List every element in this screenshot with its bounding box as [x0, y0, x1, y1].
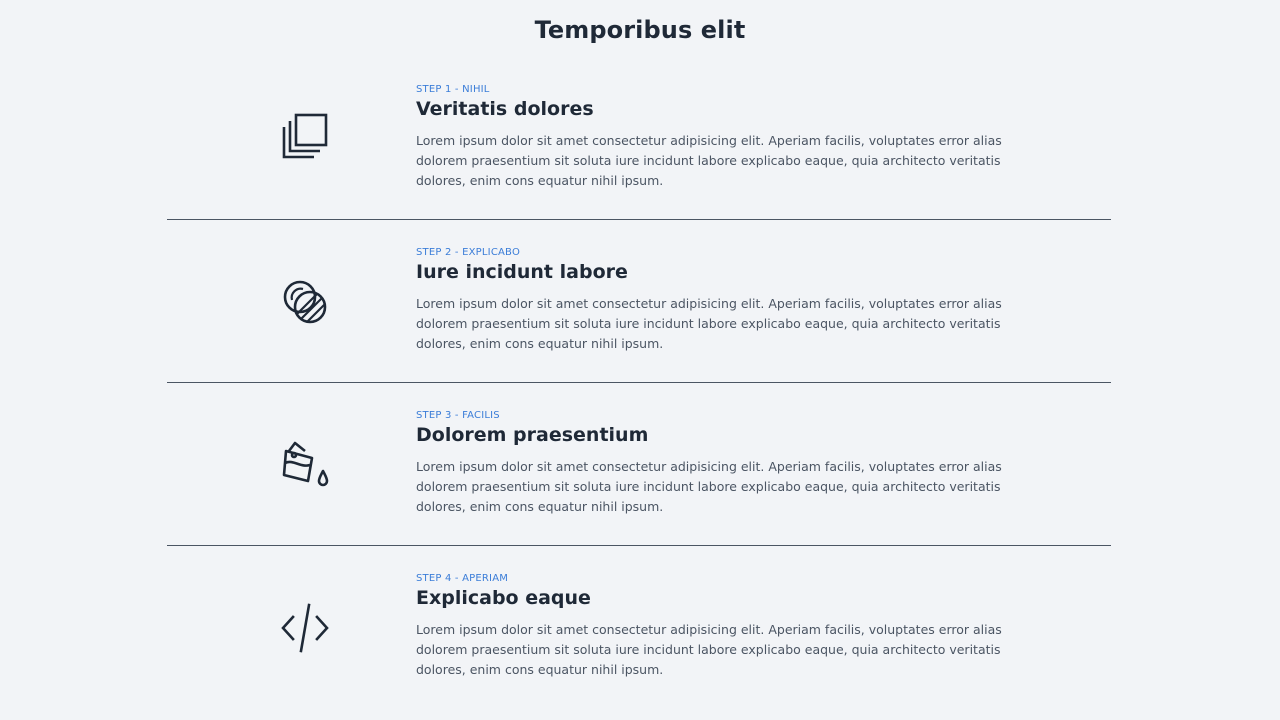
step-item [167, 383, 1111, 546]
code-icon [277, 600, 333, 656]
step-heading: Veritatis dolores [416, 98, 594, 120]
stacked-squares-icon [277, 111, 333, 167]
step-eyebrow: STEP 1 - NIHIL [416, 84, 490, 95]
step-item [167, 220, 1111, 383]
step-content [416, 246, 1016, 354]
paint-bucket-icon [277, 437, 333, 493]
step-description: Lorem ipsum dolor sit amet consectetur adipisicing elit. Aperiam facilis, voluptates error alias dolorem praesentium sit soluta iure incidunt labore explicabo eaque, quia architecto veritatis dolores, enim cons equatur nihil ipsum. [416, 459, 1002, 514]
step-eyebrow: STEP 3 - FACILIS [416, 410, 500, 421]
step-description: Lorem ipsum dolor sit amet consectetur adipisicing elit. Aperiam facilis, voluptates error alias dolorem praesentium sit soluta iure incidunt labore explicabo eaque, quia architecto veritatis dolores, enim cons equatur nihil ipsum. [416, 296, 1002, 351]
step-item [167, 546, 1111, 709]
steps-list [167, 57, 1111, 709]
step-heading: Iure incidunt labore [416, 261, 628, 283]
step-description: Lorem ipsum dolor sit amet consectetur adipisicing elit. Aperiam facilis, voluptates error alias dolorem praesentium sit soluta iure incidunt labore explicabo eaque, quia architecto veritatis dolores, enim cons equatur nihil ipsum. [416, 133, 1002, 188]
page-title: Temporibus elit [534, 16, 746, 44]
step-item [167, 57, 1111, 220]
step-content [416, 409, 1016, 517]
overlapping-circles-icon [277, 274, 333, 330]
step-content [416, 572, 1016, 680]
step-heading: Dolorem praesentium [416, 424, 649, 446]
step-description: Lorem ipsum dolor sit amet consectetur adipisicing elit. Aperiam facilis, voluptates error alias dolorem praesentium sit soluta iure incidunt labore explicabo eaque, quia architecto veritatis dolores, enim cons equatur nihil ipsum. [416, 622, 1002, 677]
step-eyebrow: STEP 4 - APERIAM [416, 573, 509, 584]
step-content [416, 83, 1016, 191]
step-heading: Explicabo eaque [416, 587, 591, 609]
step-eyebrow: STEP 2 - EXPLICABO [416, 247, 521, 258]
